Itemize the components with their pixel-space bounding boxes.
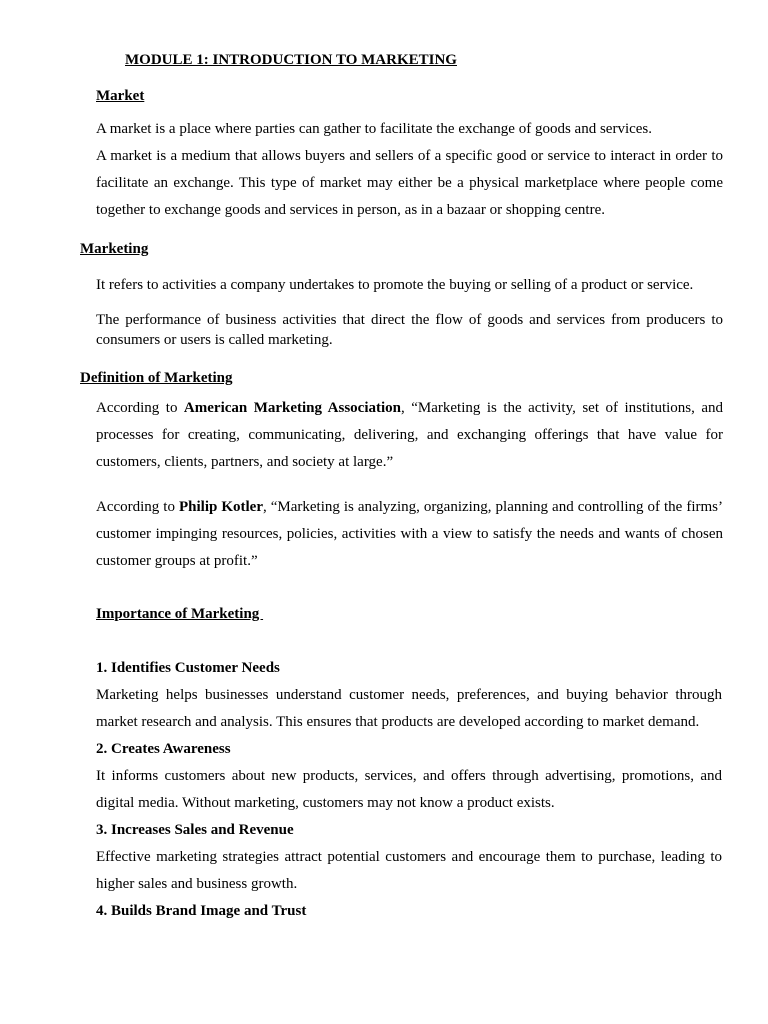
importance-heading: Importance of Marketing: [96, 606, 264, 622]
kotler-prefix: According to: [96, 499, 179, 515]
module-title: MODULE 1: INTRODUCTION TO MARKETING: [125, 52, 457, 68]
ama-definition: [96, 395, 723, 476]
kotler-name: Philip Kotler: [178, 499, 263, 515]
ama-prefix: According to: [96, 400, 184, 416]
kotler-definition: [96, 494, 723, 575]
market-paragraph-2: A market is a medium that allows buyers and sellers of a specific good or service to interact in order to facilitate an exchange. This type of market may either be a physical marketplace where people come together to exchange goods and services in person, as in a bazaar or shopping centre.: [96, 148, 723, 218]
importance-item-title: 1. Identifies Customer Needs: [96, 660, 280, 676]
market-heading: Market: [96, 88, 145, 104]
importance-item-title: 4. Builds Brand Image and Trust: [96, 903, 307, 919]
marketing-paragraph-1: It refers to activities a company undertakes to promote the buying or selling of a product or service.: [96, 277, 694, 293]
marketing-heading: Marketing: [80, 241, 149, 257]
marketing-paragraph-2: The performance of business activities that direct the flow of goods and services from producers to consumers or users is called marketing.: [96, 312, 723, 348]
definition-heading: Definition of Marketing: [80, 370, 233, 386]
importance-item-title: 2. Creates Awareness: [96, 741, 231, 757]
importance-item-title: 3. Increases Sales and Revenue: [96, 822, 294, 838]
importance-list: [96, 655, 722, 925]
ama-quote: , “Marketing is the activity, set of institutions, and processes for creating, communicating, delivering, and exchanging offerings that have value for customers, clients, partners, and society at large.”: [96, 400, 724, 470]
importance-item-text: Marketing helps businesses understand customer needs, preferences, and buying behavior through market research and analysis. This ensures that products are developed according to market demand.: [96, 687, 722, 730]
ama-name: American Marketing Association: [183, 400, 402, 416]
importance-item-text: It informs customers about new products, services, and offers through advertising, promotions, and digital media. Without marketing, customers may not know a product exists.: [96, 768, 722, 811]
market-paragraph-1: A market is a place where parties can gather to facilitate the exchange of goods and services.: [96, 121, 653, 137]
kotler-quote: , “Marketing is analyzing, organizing, planning and controlling of the firms’ customer impinging resources, policies, activities with a view to satisfy the needs and wants of chosen customer groups at profit.”: [96, 499, 724, 569]
importance-item-text: Effective marketing strategies attract potential customers and encourage them to purchase, leading to higher sales and business growth.: [96, 849, 722, 892]
